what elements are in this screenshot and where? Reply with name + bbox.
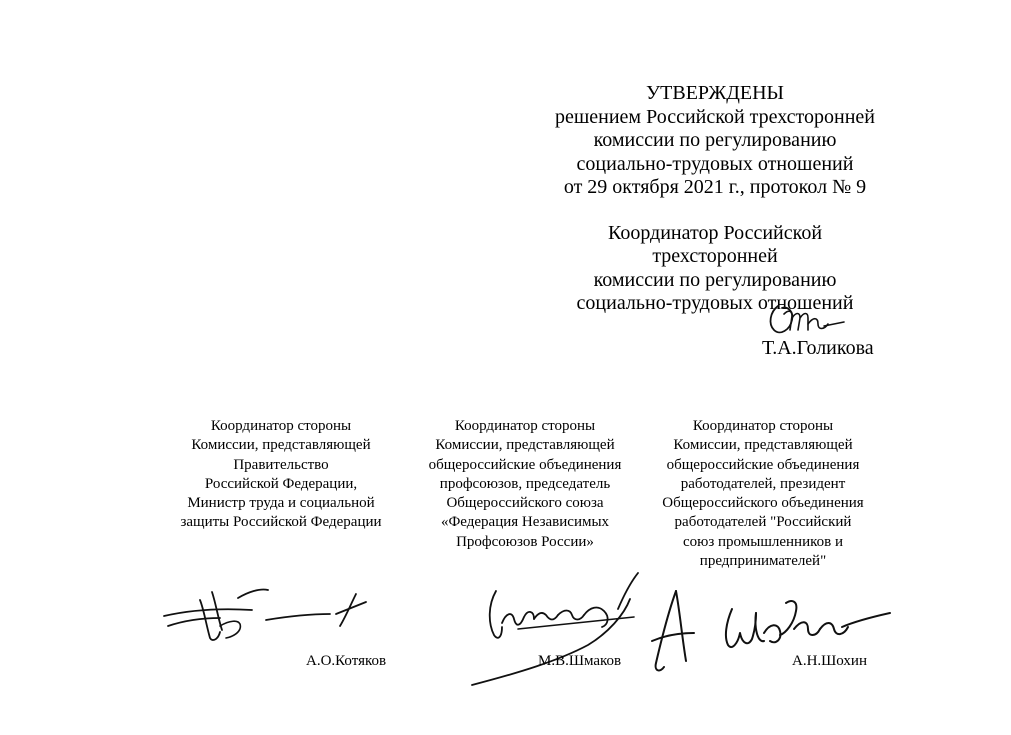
signatory-title-line: «Федерация Независимых — [440, 514, 610, 531]
shokhin-name: А.Н.Шохин — [792, 653, 867, 669]
signatory-title-line: Комиссии, представляющей — [435, 437, 615, 454]
approval-heading: УТВЕРЖДЕНЫ — [645, 82, 785, 104]
coordinator-line: трехсторонней — [652, 245, 778, 267]
signatory-title-line: Общероссийского союза — [446, 495, 604, 512]
golikova-name: Т.А.Голикова — [762, 337, 874, 359]
shmakov-signature-image — [458, 565, 668, 690]
signatory-title-line: Комиссии, представляющей — [673, 437, 853, 454]
shmakov-name: М.В.Шмаков — [538, 653, 622, 669]
signatory-title-line: Комиссии, представляющей — [191, 437, 371, 454]
approval-line: социально-трудовых отношений — [576, 152, 854, 175]
spacer — [530, 200, 900, 222]
golikova-signature-image — [764, 300, 848, 340]
signatory-title-line: Российской Федерации, — [204, 475, 358, 492]
coordinator-line: комиссии по регулированию — [593, 268, 837, 291]
approval-block — [530, 82, 900, 316]
signatory-title-line: Координатор стороны — [454, 418, 596, 434]
signatory-block-government — [163, 417, 399, 533]
signatory-title-line: Координатор стороны — [210, 418, 352, 434]
signatory-title-line: работодателей "Российский — [674, 514, 852, 531]
signatory-title-line: общероссийские объединения — [666, 456, 860, 473]
approval-date-line: от 29 октября 2021 г., протокол № 9 — [563, 176, 867, 198]
signatory-title-line: Правительство — [233, 456, 329, 473]
signatory-title-line: Общероссийского объединения — [662, 495, 864, 512]
approval-line: решением Российской трехсторонней — [554, 105, 876, 128]
signatory-title-line: предпринимателей" — [699, 553, 827, 570]
approval-line: комиссии по регулированию — [593, 129, 837, 151]
signatory-title-line: Координатор стороны — [692, 418, 834, 434]
coordinator-line: социально-трудовых отношений — [576, 292, 854, 314]
kotyakov-signature-image — [160, 580, 390, 650]
signatory-title-line: союз промышленников и — [682, 533, 843, 550]
signatory-block-employers — [646, 417, 880, 571]
coordinator-line: Координатор Российской — [607, 221, 823, 244]
signatory-title-line: профсоюзов, председатель — [439, 475, 611, 492]
signatory-title-line: Министр труда и социальной — [187, 495, 375, 512]
signatory-title-line: работодателей, президент — [680, 475, 846, 492]
signatory-title-line: общероссийские объединения — [428, 456, 622, 473]
signatory-block-trade-unions — [408, 417, 642, 552]
signatory-title-line: защиты Российской Федерации — [180, 514, 382, 531]
kotyakov-name: А.О.Котяков — [306, 653, 387, 669]
signatory-title-line: Профсоюзов России» — [456, 533, 594, 550]
